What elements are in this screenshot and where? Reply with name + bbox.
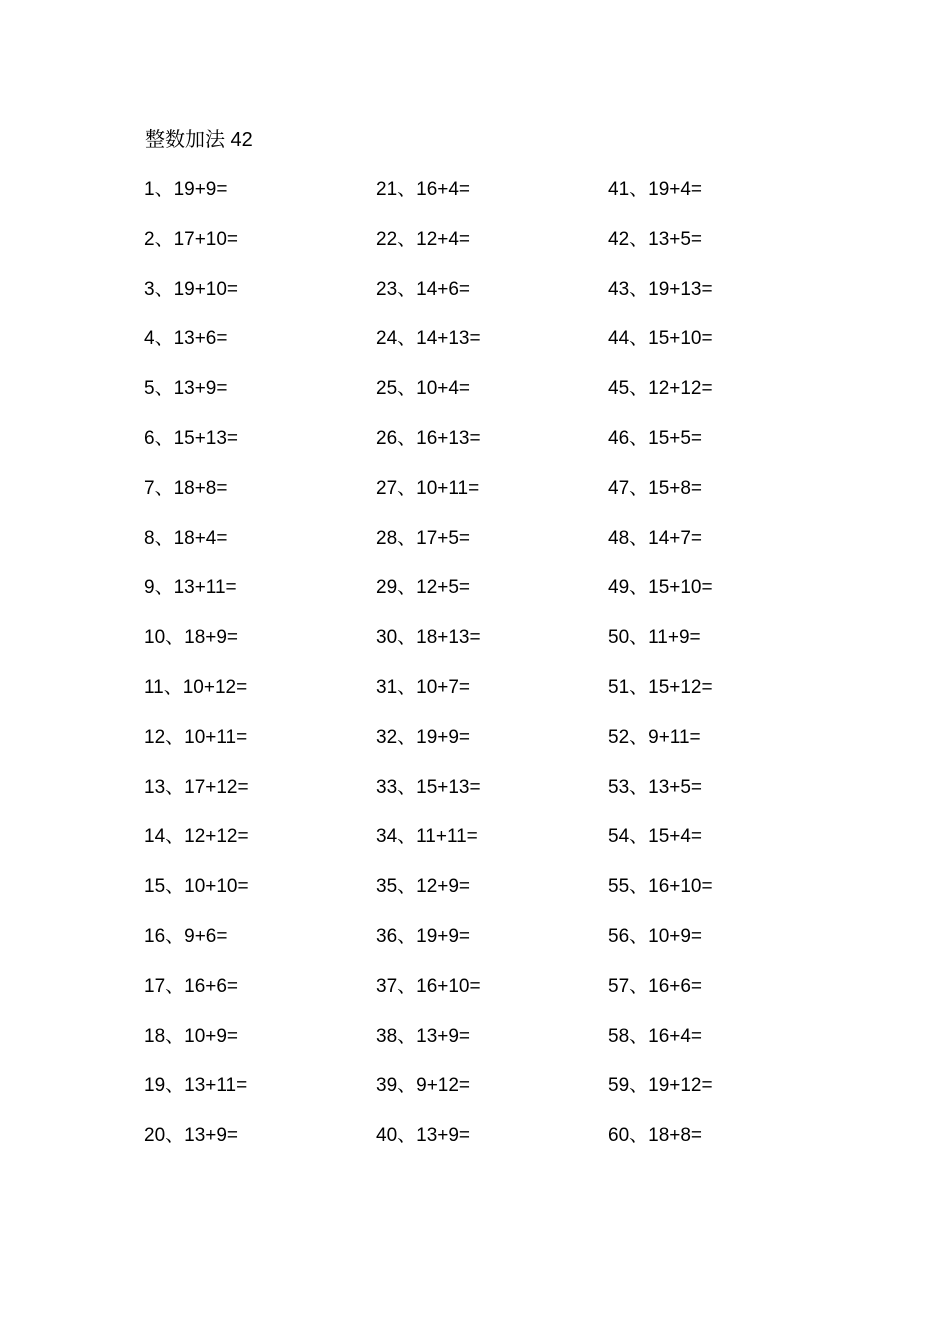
problem-item: 23、14+6=	[376, 278, 471, 300]
problem-item: 40、13+9=	[376, 1125, 471, 1147]
problem-item: 51、15+12=	[608, 676, 713, 698]
problem-item: 4、13+6=	[144, 328, 228, 350]
problem-item: 28、17+5=	[376, 527, 471, 549]
problem-item: 59、19+12=	[608, 1075, 713, 1097]
problem-item: 11、10+12=	[144, 676, 248, 698]
page-title: 整数加法 42	[145, 129, 253, 151]
problem-column-3	[608, 176, 828, 1172]
problem-item: 57、16+6=	[608, 975, 703, 997]
problem-item: 30、18+13=	[376, 627, 481, 649]
problem-item: 7、18+8=	[144, 477, 228, 499]
problem-item: 12、10+11=	[144, 726, 248, 748]
problem-item: 56、10+9=	[608, 925, 703, 947]
problem-item: 3、19+10=	[144, 278, 239, 300]
problem-item: 32、19+9=	[376, 726, 471, 748]
problem-item: 43、19+13=	[608, 278, 713, 300]
problem-item: 47、15+8=	[608, 477, 703, 499]
problem-item: 48、14+7=	[608, 527, 703, 549]
problem-item: 24、14+13=	[376, 328, 481, 350]
problem-item: 13、17+12=	[144, 776, 249, 798]
problem-item: 54、15+4=	[608, 826, 703, 848]
problem-column-1	[144, 176, 364, 1172]
problem-item: 35、12+9=	[376, 876, 471, 898]
problem-item: 46、15+5=	[608, 427, 703, 449]
problem-item: 39、9+12=	[376, 1075, 471, 1097]
problem-item: 21、16+4=	[376, 179, 471, 200]
problem-item: 18、10+9=	[144, 1025, 239, 1047]
problem-item: 37、16+10=	[376, 975, 481, 997]
problem-item: 45、12+12=	[608, 378, 713, 400]
problem-item: 10、18+9=	[144, 627, 239, 649]
problem-item: 15、10+10=	[144, 876, 249, 898]
problem-item: 42、13+5=	[608, 228, 703, 250]
problem-item: 16、9+6=	[144, 925, 228, 947]
problem-item: 14、12+12=	[144, 826, 249, 848]
problem-item: 34、11+11=	[376, 826, 478, 848]
problem-item: 8、18+4=	[144, 527, 228, 549]
problem-item: 44、15+10=	[608, 328, 713, 350]
problem-item: 6、15+13=	[144, 427, 239, 449]
problem-item: 41、19+4=	[608, 179, 703, 200]
problem-item: 27、10+11=	[376, 477, 480, 499]
problem-item: 50、11+9=	[608, 627, 701, 649]
problem-item: 26、16+13=	[376, 427, 481, 449]
problem-item: 38、13+9=	[376, 1025, 471, 1047]
problem-item: 53、13+5=	[608, 776, 703, 798]
problem-item: 1、19+9=	[144, 179, 228, 200]
problem-item: 20、13+9=	[144, 1125, 239, 1147]
problem-item: 22、12+4=	[376, 228, 471, 250]
problem-item: 60、18+8=	[608, 1125, 703, 1147]
problem-item: 31、10+7=	[376, 676, 471, 698]
problem-item: 36、19+9=	[376, 925, 471, 947]
problem-item: 17、16+6=	[144, 975, 239, 997]
problem-item: 29、12+5=	[376, 577, 471, 599]
problem-item: 5、13+9=	[144, 378, 228, 400]
problem-item: 19、13+11=	[144, 1075, 248, 1097]
problem-column-2	[376, 176, 596, 1172]
problem-item: 2、17+10=	[144, 228, 239, 250]
problem-item: 25、10+4=	[376, 378, 471, 400]
problem-item: 33、15+13=	[376, 776, 481, 798]
problem-item: 49、15+10=	[608, 577, 713, 599]
problem-item: 9、13+11=	[144, 577, 237, 599]
problem-item: 52、9+11=	[608, 726, 701, 748]
problem-item: 58、16+4=	[608, 1025, 703, 1047]
problem-item: 55、16+10=	[608, 876, 713, 898]
